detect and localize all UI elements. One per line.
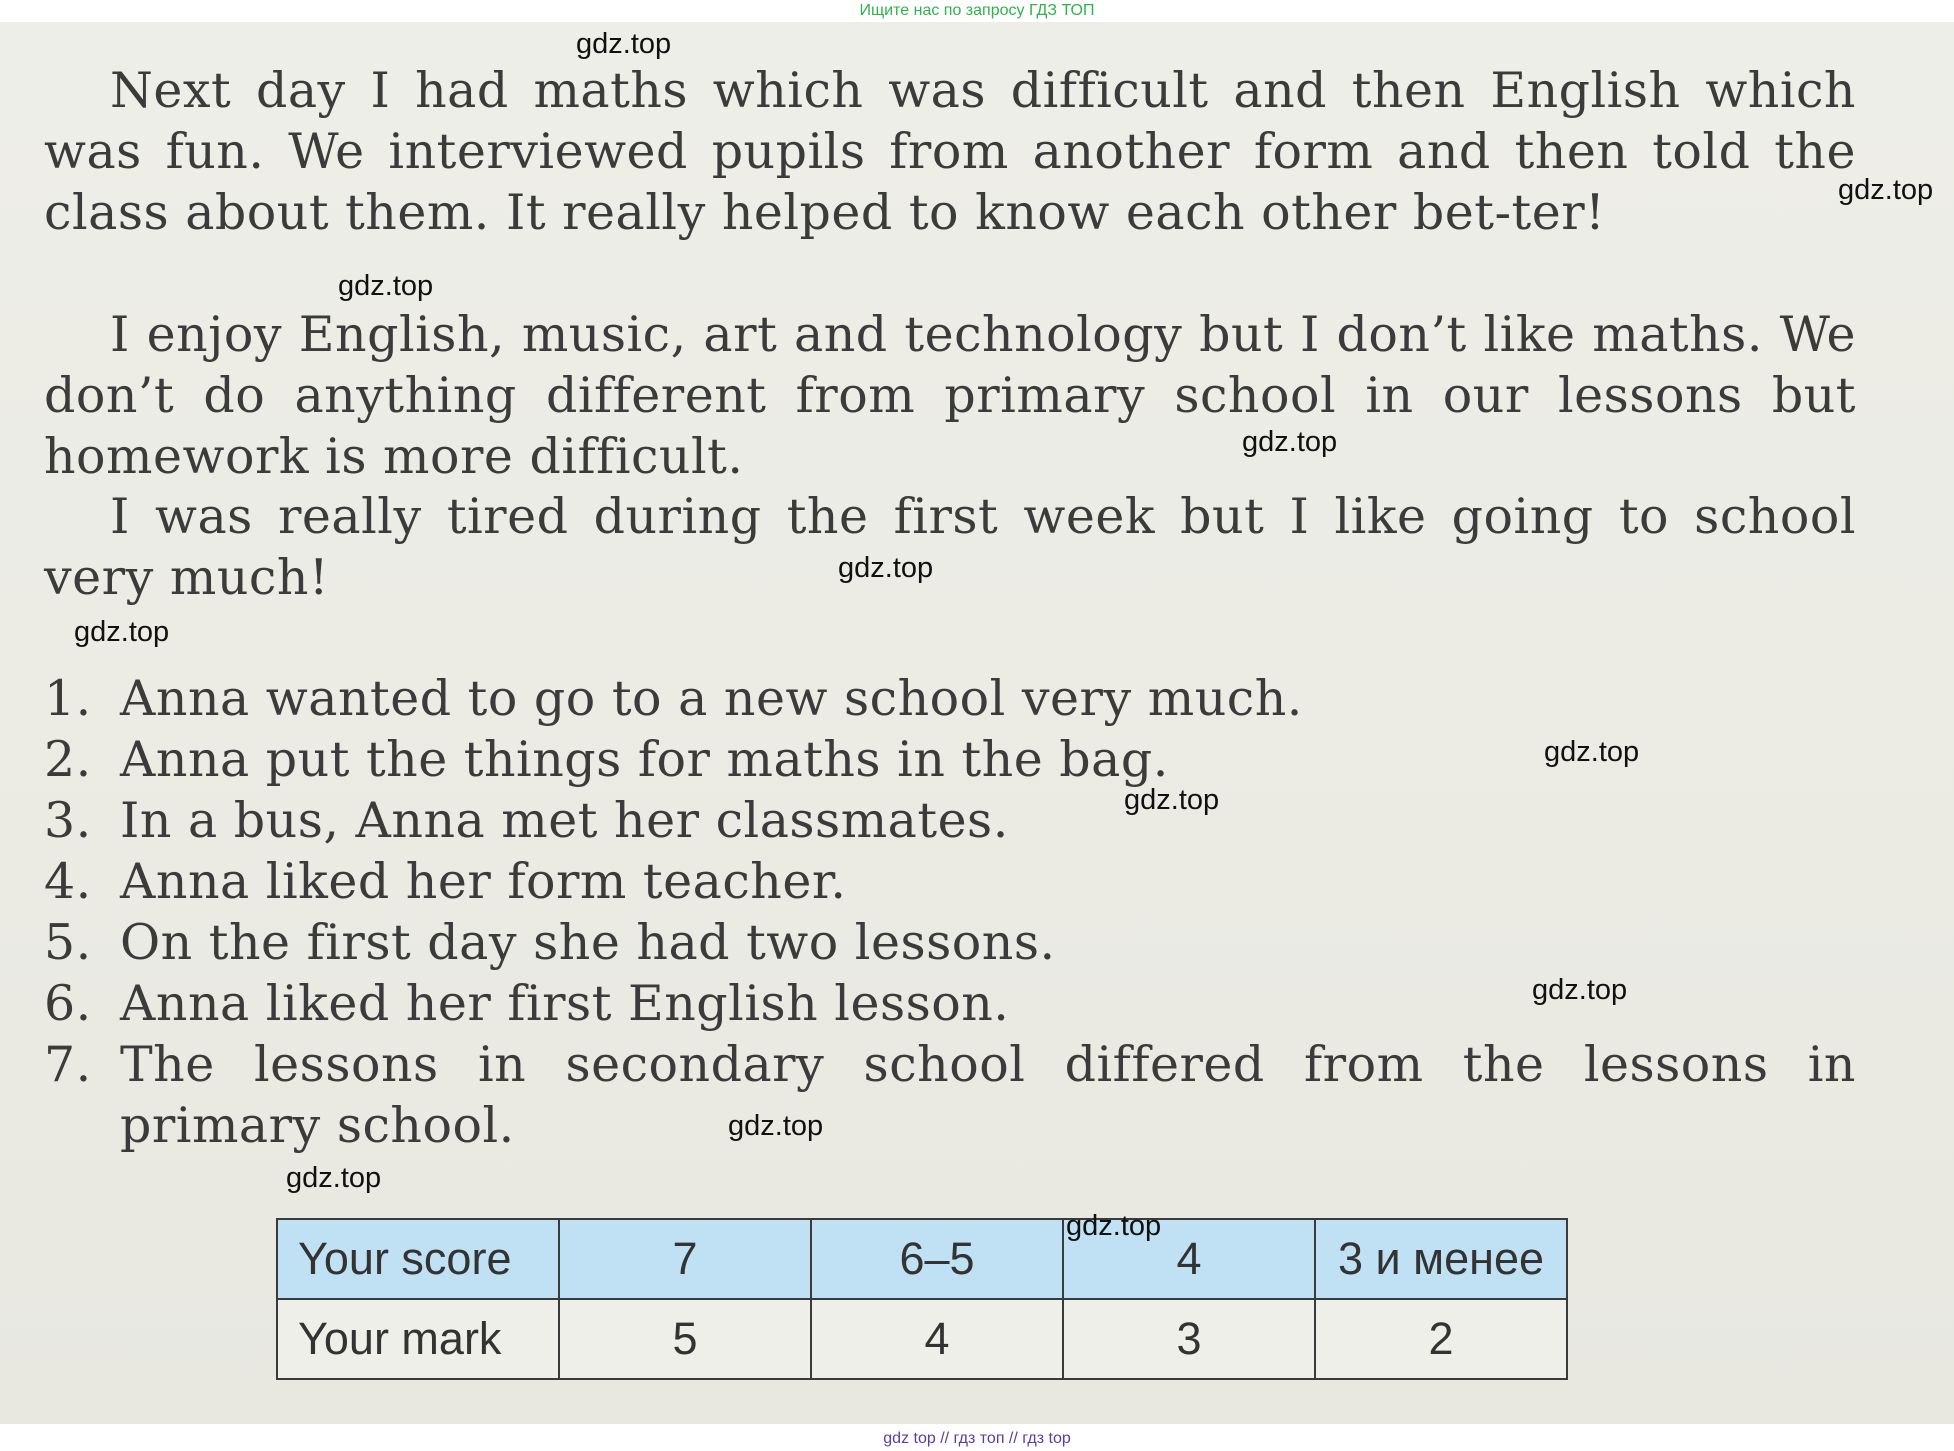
statement-text: The lessons in secondary school differed from the lessons in primary school. bbox=[120, 1036, 1856, 1154]
statement-number: 3. bbox=[44, 792, 92, 849]
statement-item bbox=[44, 1034, 1856, 1156]
watermark: gdz.top bbox=[1544, 736, 1640, 768]
score-row bbox=[277, 1219, 1567, 1299]
statement-text: On the first day she had two lessons. bbox=[120, 914, 1056, 971]
statement-text: Anna liked her first English lesson. bbox=[120, 975, 1010, 1032]
score-cell: 3 и менее bbox=[1315, 1219, 1567, 1299]
statement-number: 2. bbox=[44, 731, 92, 788]
paragraph-1: Next day I had maths which was difficult and then English which was fun. We interviewed pupils from another form and then told the class about them. It really helped to know each other bet-ter! bbox=[44, 62, 1856, 241]
watermark: gdz.top bbox=[286, 1162, 382, 1194]
statement-number: 7. bbox=[44, 1036, 92, 1093]
statement-number: 5. bbox=[44, 914, 92, 971]
paragraph-3: I was really tired during the first week but I like going to school very much! bbox=[44, 488, 1856, 606]
watermark: gdz.top bbox=[576, 28, 672, 60]
mark-row bbox=[277, 1299, 1567, 1379]
watermark: gdz.top bbox=[1066, 1210, 1162, 1242]
watermark: gdz.top bbox=[74, 616, 170, 648]
top-banner[interactable]: Ищите нас по запросу ГДЗ ТОП bbox=[859, 2, 1095, 19]
statement-text: Anna liked her form teacher. bbox=[120, 853, 847, 910]
watermark: gdz.top bbox=[1838, 174, 1934, 206]
statement-number: 1. bbox=[44, 670, 92, 727]
watermark: gdz.top bbox=[1532, 974, 1628, 1006]
mark-cell: 5 bbox=[559, 1299, 811, 1379]
statement-text: In a bus, Anna met her classmates. bbox=[120, 792, 1009, 849]
bottom-banner[interactable]: gdz top // гдз топ // гдз top bbox=[883, 1430, 1071, 1447]
watermark: gdz.top bbox=[338, 270, 434, 302]
watermark: gdz.top bbox=[1242, 426, 1338, 458]
watermark: gdz.top bbox=[838, 552, 934, 584]
statement-item bbox=[44, 912, 1856, 973]
statement-item bbox=[44, 790, 1856, 851]
score-row-label: Your score bbox=[277, 1219, 559, 1299]
paragraph-2: I enjoy English, music, art and technology but I don’t like maths. We don’t do anything different from primary school in our lessons but homework is more difficult. bbox=[44, 306, 1856, 485]
mark-cell: 3 bbox=[1063, 1299, 1315, 1379]
watermark: gdz.top bbox=[1124, 784, 1220, 816]
score-table bbox=[276, 1218, 1568, 1380]
statement-text: Anna wanted to go to a new school very much. bbox=[120, 670, 1303, 727]
statement-number: 6. bbox=[44, 975, 92, 1032]
statement-item bbox=[44, 851, 1856, 912]
score-cell: 6–5 bbox=[811, 1219, 1063, 1299]
statement-item bbox=[44, 668, 1856, 729]
statement-number: 4. bbox=[44, 853, 92, 910]
mark-cell: 2 bbox=[1315, 1299, 1567, 1379]
watermark: gdz.top bbox=[728, 1110, 824, 1142]
score-cell: 4 bbox=[1063, 1219, 1315, 1299]
score-cell: 7 bbox=[559, 1219, 811, 1299]
mark-cell: 4 bbox=[811, 1299, 1063, 1379]
statement-text: Anna put the things for maths in the bag. bbox=[120, 731, 1169, 788]
mark-row-label: Your mark bbox=[277, 1299, 559, 1379]
